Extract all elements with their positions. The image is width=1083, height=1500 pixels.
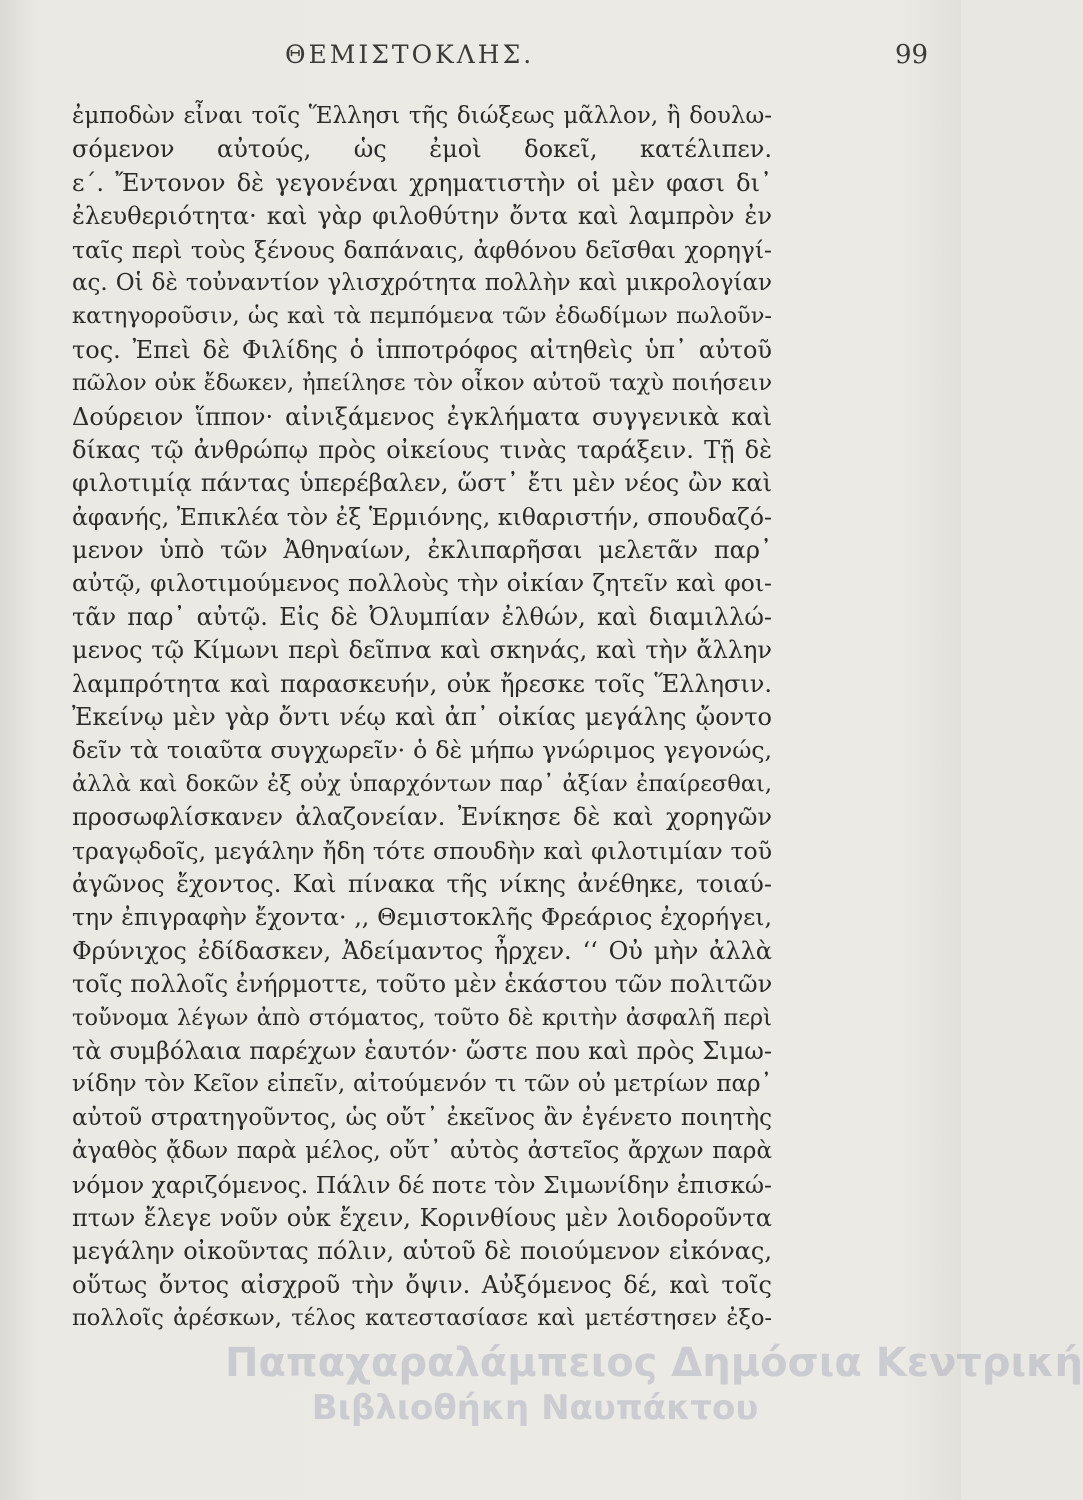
running-title: ΘΕΜΙΣΤΟΚΛΗΣ.	[285, 40, 535, 69]
text-line: ταῖς περὶ τοὺς ξένους δαπάναις, ἀφθόνου δεῖσθαι χορηγί-	[72, 235, 772, 264]
text-line: ας. Οἱ δὲ τοὐναντίον γλισχρότητα πολλὴν καὶ μικρολογίαν	[72, 269, 772, 296]
text-line: πῶλον οὐκ ἔδωκεν, ἠπείλησε τὸν οἶκον αὐτοῦ ταχὺ ποιήσειν	[72, 370, 772, 397]
text-line: νόμον χαριζόμενος. Πάλιν δέ ποτε τὸν Σιμωνίδην ἐπισκώ-	[72, 1170, 772, 1199]
text-line: λαμπρότητα καὶ παρασκευήν, οὐκ ἤρεσκε τοῖς Ἕλλησιν.	[72, 669, 772, 698]
text-line: Δούρειον ἵππον· αἰνιξάμενος ἐγκλήματα συγγενικὰ καὶ	[72, 402, 772, 431]
text-line: τᾶν παρ᾽ αὐτῷ. Εἰς δὲ Ὀλυμπίαν ἐλθών, καὶ διαμιλλώ-	[72, 602, 772, 631]
text-line: τοῖς πολλοῖς ἐνήρμοττε, τοῦτο μὲν ἑκάστου τῶν πολιτῶν	[72, 970, 773, 999]
text-line: Ἐκείνῳ μὲν γὰρ ὄντι νέῳ καὶ ἀπ᾽ οἰκίας μεγάλης ᾤοντο	[72, 703, 772, 732]
text-line: Φρύνιχος ἐδίδασκεν, Ἀδείμαντος ἦρχεν. ‘‘ Οὐ μὴν ἀλλὰ	[72, 936, 772, 965]
text-line: φιλοτιμίᾳ πάντας ὑπερέβαλεν, ὥστ᾽ ἔτι μὲν νέος ὢν καὶ	[72, 469, 772, 498]
text-line: πτων ἔλεγε νοῦν οὐκ ἔχειν, Κορινθίους μὲν λοιδοροῦντα	[72, 1203, 772, 1232]
text-line: μεγάλην οἰκοῦντας πόλιν, αὑτοῦ δὲ ποιούμενον εἰκόνας,	[72, 1237, 772, 1266]
body-text	[72, 100, 772, 1335]
text-line: ἀγῶνος ἔχοντος. Καὶ πίνακα τῆς νίκης ἀνέθηκε, τοιαύ-	[72, 869, 772, 898]
watermark-line-1: Παπαχαραλάμπειος Δημόσια Κεντρική	[225, 1340, 1083, 1386]
text-line: νίδην τὸν Κεῖον εἰπεῖν, αἰτούμενόν τι τῶν οὐ μετρίων παρ᾽	[72, 1071, 772, 1098]
page-number: 99	[895, 40, 929, 70]
text-line: πολλοῖς ἀρέσκων, τέλος κατεστασίασε καὶ μετέστησεν ἐξο-	[72, 1305, 772, 1332]
text-line: ἐμποδὼν εἶναι τοῖς Ἕλλησι τῆς διώξεως μᾶλλον, ἢ δουλω-	[72, 103, 772, 129]
text-line: οὕτως ὄντος αἰσχροῦ τὴν ὄψιν. Αὐξόμενος δέ, καὶ τοῖς	[72, 1270, 772, 1299]
text-line: ἀλλὰ καὶ δοκῶν ἐξ οὐχ ὑπαρχόντων παρ᾽ ἀξίαν ἐπαίρεσθαι,	[72, 770, 772, 797]
text-line: σόμενον αὐτούς, ὡς ἐμοὶ δοκεῖ, κατέλιπεν.	[72, 135, 772, 164]
text-line: προσωφλίσκανεν ἀλαζονείαν. Ἐνίκησε δὲ καὶ χορηγῶν	[72, 803, 772, 832]
text-line: μενον ὑπὸ τῶν Ἀθηναίων, ἐκλιπαρῆσαι μελετᾶν παρ᾽	[72, 536, 772, 565]
text-line: μενος τῷ Κίμωνι περὶ δεῖπνα καὶ σκηνάς, καὶ τὴν ἄλλην	[72, 636, 772, 665]
text-line: την ἐπιγραφὴν ἔχοντα· ,, Θεμιστοκλῆς Φρεάριος ἐχορήγει,	[72, 903, 772, 932]
library-watermark	[225, 1340, 1083, 1430]
watermark-line-2: Βιβλιοθήκη Ναυπάκτου	[311, 1388, 759, 1428]
text-line: δεῖν τὰ τοιαῦτα συγχωρεῖν· ὁ δὲ μήπω γνώριμος γεγονώς,	[72, 736, 772, 765]
text-line: ε΄. Ἔντονον δὲ γεγονέναι χρηματιστὴν οἱ μὲν φασι δι᾽	[72, 168, 772, 197]
text-line: τραγῳδοῖς, μεγάλην ἤδη τότε σπουδὴν καὶ φιλοτιμίαν τοῦ	[72, 836, 772, 865]
text-line: αὐτοῦ στρατηγοῦντος, ὡς οὔτ᾽ ἐκεῖνος ἂν ἐγένετο ποιητὴς	[72, 1104, 772, 1131]
text-line: κατηγοροῦσιν, ὡς καὶ τὰ πεμπόμενα τῶν ἐδωδίμων πωλοῦν-	[72, 303, 772, 330]
text-line: ἀγαθὸς ᾄδων παρὰ μέλος, οὔτ᾽ αὐτὸς ἀστεῖος ἄρχων παρὰ	[72, 1138, 772, 1165]
text-line: ἀφανής, Ἐπικλέα τὸν ἐξ Ἑρμιόνης, κιθαριστήν, σπουδαζό-	[72, 502, 772, 531]
text-line: τος. Ἐπεὶ δὲ Φιλίδης ὁ ἱπποτρόφος αἰτηθεὶς ὑπ᾽ αὐτοῦ	[72, 335, 772, 364]
text-line: δίκας τῷ ἀνθρώπῳ πρὸς οἰκείους τινὰς ταράξειν. Τῇ δὲ	[72, 435, 772, 464]
text-line: τὰ συμβόλαια παρέχων ἑαυτόν· ὥστε που καὶ πρὸς Σιμω-	[72, 1036, 772, 1065]
text-line: αὐτῷ, φιλοτιμούμενος πολλοὺς τὴν οἰκίαν ζητεῖν καὶ φοι-	[72, 569, 772, 598]
text-line: τοὔνομα λέγων ἀπὸ στόματος, τοῦτο δὲ κριτὴν ἀσφαλῆ περὶ	[72, 1004, 772, 1031]
text-line: ἐλευθεριότητα· καὶ γὰρ φιλοθύτην ὄντα καὶ λαμπρὸν ἐν	[72, 202, 772, 231]
page-header	[0, 40, 961, 80]
